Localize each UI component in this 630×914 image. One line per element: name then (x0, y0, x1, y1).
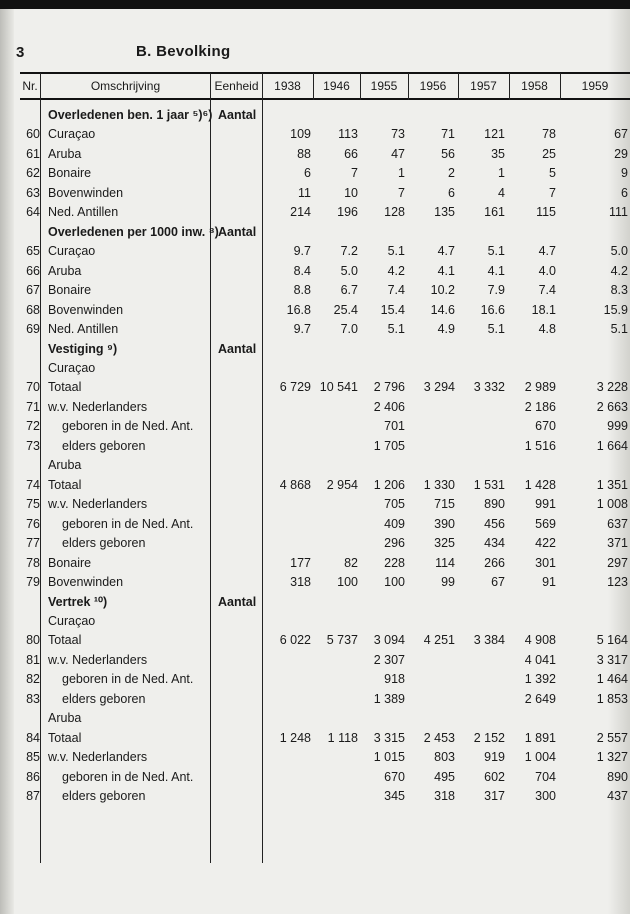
row-unit: Aantal (218, 341, 257, 356)
row-value-1959: 8.3 (610, 283, 628, 298)
row-value-1938: 6 729 (279, 380, 311, 395)
row-description: Totaal (48, 380, 82, 395)
row-description: Bonaire (48, 283, 92, 298)
row-value-1957: 890 (484, 497, 505, 512)
row-description: Totaal (48, 477, 82, 492)
row-value-1957: 434 (484, 536, 505, 551)
row-value-1955: 705 (384, 497, 405, 512)
row-description: Bovenwinden (48, 302, 124, 317)
row-value-1959: 111 (608, 205, 628, 220)
row-value-1959: 437 (607, 789, 628, 804)
row-description: geboren in de Ned. Ant. (62, 672, 194, 687)
row-value-1946: 100 (337, 575, 358, 590)
row-value-1957: 16.6 (480, 302, 505, 317)
row-value-1957: 919 (484, 750, 505, 765)
row-value-1959: 15.9 (603, 302, 628, 317)
row-number: 68 (26, 302, 40, 317)
row-value-1958: 1 392 (524, 672, 556, 687)
row-value-1956: 71 (441, 127, 455, 142)
row-description: elders geboren (62, 789, 146, 804)
row-value-1958: 2 989 (524, 380, 556, 395)
row-value-1955: 4.2 (387, 263, 405, 278)
row-description: elders geboren (62, 691, 146, 706)
row-value-1946: 1 118 (327, 730, 358, 745)
row-number: 79 (26, 575, 40, 590)
header-year-1959: 1959 (581, 79, 609, 93)
header-nr: Nr. (22, 79, 38, 93)
row-value-1955: 5.1 (387, 244, 405, 259)
row-number: 66 (26, 263, 40, 278)
row-value-1958: 569 (535, 516, 556, 531)
row-value-1938: 214 (290, 205, 311, 220)
row-value-1959: 2 557 (596, 730, 628, 745)
row-value-1958: 4.0 (538, 263, 556, 278)
row-description: Bonaire (48, 555, 92, 570)
row-value-1938: 88 (297, 146, 311, 161)
row-value-1946: 25.4 (333, 302, 358, 317)
row-value-1956: 4.7 (437, 244, 455, 259)
column-divider (262, 73, 263, 863)
row-value-1956: 10.2 (430, 283, 455, 298)
row-value-1938: 6 022 (279, 633, 311, 648)
row-number: 78 (26, 555, 40, 570)
row-unit: Aantal (218, 108, 257, 122)
row-number: 71 (26, 399, 40, 414)
table-top-rule (20, 72, 630, 74)
header-description: Omschrijving (90, 79, 161, 93)
row-value-1958: 5 (549, 166, 556, 181)
row-value-1955: 409 (384, 516, 405, 531)
row-value-1957: 4.1 (487, 263, 505, 278)
row-value-1956: 2 (448, 166, 455, 181)
row-number: 80 (26, 633, 40, 648)
row-description: w.v. Nederlanders (48, 497, 148, 512)
row-value-1958: 1 428 (524, 477, 556, 492)
row-value-1946: 6.7 (340, 283, 358, 298)
row-description: Ned. Antillen (48, 322, 119, 337)
row-description: Ned. Antillen (48, 205, 119, 220)
header-year-1957: 1957 (470, 79, 497, 93)
row-value-1957: 5.1 (487, 322, 505, 337)
row-description: Aruba (48, 458, 82, 473)
page-binding-shadow (0, 9, 14, 914)
row-value-1955: 3 094 (373, 633, 405, 648)
row-value-1956: 2 453 (423, 730, 455, 745)
row-value-1957: 161 (484, 205, 505, 220)
row-description: Totaal (48, 730, 82, 745)
row-value-1938: 16.8 (286, 302, 311, 317)
row-group-heading: Vertrek ¹⁰) (48, 594, 108, 609)
row-value-1938: 8.8 (293, 283, 311, 298)
row-value-1959: 1 664 (596, 438, 628, 453)
column-divider (40, 73, 41, 863)
header-year-1955: 1955 (370, 79, 398, 93)
row-group-heading: Vestiging ⁹) (48, 341, 118, 356)
row-value-1959: 999 (607, 419, 628, 434)
row-value-1958: 704 (535, 769, 556, 784)
row-value-1956: 114 (435, 555, 455, 570)
row-value-1957: 35 (491, 146, 505, 161)
row-value-1946: 7 (351, 166, 358, 181)
row-value-1955: 1 206 (373, 477, 405, 492)
row-description: elders geboren (62, 438, 146, 453)
row-description: Aruba (48, 146, 82, 161)
row-value-1955: 73 (391, 127, 405, 142)
section-title: B. Bevolking (136, 43, 231, 60)
row-number: 60 (26, 127, 40, 142)
row-value-1959: 637 (607, 516, 628, 531)
row-value-1946: 10 (344, 185, 358, 200)
row-value-1946: 7.2 (340, 244, 358, 259)
row-value-1959: 890 (607, 769, 628, 784)
scan-top-edge (0, 0, 630, 9)
row-value-1958: 1 516 (524, 438, 556, 453)
row-value-1955: 296 (384, 536, 405, 551)
row-value-1955: 2 406 (373, 399, 405, 414)
row-description: geboren in de Ned. Ant. (62, 769, 194, 784)
row-value-1958: 115 (536, 205, 556, 220)
row-value-1957: 67 (491, 575, 505, 590)
row-value-1955: 2 796 (373, 380, 405, 395)
row-number: 85 (26, 750, 40, 765)
row-value-1955: 701 (384, 419, 405, 434)
row-value-1938: 11 (298, 185, 311, 200)
row-number: 87 (26, 789, 40, 804)
row-value-1959: 1 853 (596, 691, 628, 706)
row-description: Totaal (48, 633, 82, 648)
row-value-1956: 390 (434, 516, 455, 531)
row-value-1959: 67 (614, 127, 628, 142)
row-description: Bovenwinden (48, 575, 124, 590)
row-description: Aruba (48, 711, 82, 726)
row-value-1946: 10 541 (319, 380, 358, 395)
row-value-1958: 422 (535, 536, 556, 551)
row-number: 61 (26, 146, 40, 161)
row-value-1959: 5.0 (610, 244, 628, 259)
row-value-1956: 3 294 (423, 380, 455, 395)
row-description: Curaçao (48, 244, 96, 259)
row-value-1956: 495 (434, 769, 455, 784)
row-number: 84 (26, 730, 40, 745)
row-value-1958: 1 891 (524, 730, 556, 745)
row-value-1955: 3 315 (373, 730, 405, 745)
header-unit: Eenheid (214, 79, 259, 93)
row-description: Bovenwinden (48, 185, 124, 200)
row-value-1956: 318 (434, 789, 455, 804)
row-description: Curaçao (48, 360, 96, 375)
row-value-1959: 1 327 (596, 750, 628, 765)
row-value-1957: 7.9 (487, 283, 505, 298)
row-value-1959: 5.1 (610, 322, 628, 337)
row-number: 74 (26, 477, 40, 492)
row-value-1957: 121 (484, 127, 505, 142)
row-value-1955: 47 (391, 146, 405, 161)
row-value-1956: 56 (441, 146, 455, 161)
row-value-1957: 3 332 (473, 380, 505, 395)
row-value-1946: 196 (337, 205, 358, 220)
row-value-1938: 109 (290, 127, 311, 142)
row-value-1959: 1 464 (596, 672, 628, 687)
row-description: geboren in de Ned. Ant. (62, 419, 194, 434)
row-value-1956: 715 (434, 497, 455, 512)
row-value-1958: 18.1 (531, 302, 556, 317)
row-value-1956: 99 (441, 575, 455, 590)
row-value-1938: 177 (290, 555, 311, 570)
row-value-1955: 670 (384, 769, 405, 784)
row-value-1959: 1 351 (596, 477, 628, 492)
row-value-1959: 123 (607, 575, 628, 590)
row-value-1955: 2 307 (373, 652, 405, 667)
row-value-1955: 15.4 (380, 302, 405, 317)
row-value-1958: 4.7 (538, 244, 556, 259)
row-number: 83 (26, 691, 40, 706)
row-value-1959: 1 008 (596, 497, 628, 512)
row-value-1955: 7.4 (387, 283, 405, 298)
row-value-1938: 318 (290, 575, 311, 590)
row-number: 62 (26, 166, 40, 181)
row-value-1955: 100 (384, 575, 405, 590)
row-value-1938: 9.7 (293, 244, 311, 259)
row-value-1938: 8.4 (293, 263, 311, 278)
row-value-1955: 918 (384, 672, 405, 687)
row-value-1958: 78 (542, 127, 556, 142)
row-number: 73 (26, 438, 40, 453)
row-value-1958: 4 908 (524, 633, 556, 648)
row-value-1959: 3 228 (596, 380, 628, 395)
row-number: 70 (26, 380, 40, 395)
row-value-1959: 297 (607, 555, 628, 570)
row-description: w.v. Nederlanders (48, 750, 148, 765)
row-group-heading: Overledenen per 1000 inw. ⁸) (48, 224, 219, 239)
column-divider (210, 73, 211, 863)
row-value-1958: 301 (535, 555, 556, 570)
row-value-1959: 371 (607, 536, 628, 551)
row-unit: Aantal (218, 594, 257, 609)
row-value-1938: 9.7 (293, 322, 311, 337)
row-number: 67 (26, 283, 40, 298)
row-number: 69 (26, 322, 40, 337)
row-value-1957: 266 (484, 555, 505, 570)
row-value-1956: 4.9 (437, 322, 455, 337)
row-value-1955: 1 015 (373, 750, 405, 765)
row-value-1955: 1 (398, 166, 405, 181)
row-value-1955: 1 705 (373, 438, 405, 453)
row-description: Curaçao (48, 613, 96, 628)
row-number: 63 (26, 185, 40, 200)
row-value-1958: 1 004 (524, 750, 556, 765)
row-value-1956: 135 (434, 205, 455, 220)
header-bottom-rule (20, 98, 630, 100)
row-description: Aruba (48, 263, 82, 278)
row-number: 72 (26, 419, 40, 434)
row-value-1946: 7.0 (340, 322, 358, 337)
row-value-1957: 317 (484, 789, 505, 804)
row-description: geboren in de Ned. Ant. (62, 516, 194, 531)
row-value-1955: 345 (384, 789, 405, 804)
row-group-heading: Overledenen ben. 1 jaar ⁵)⁶) (48, 108, 213, 122)
header-year-1946: 1946 (323, 79, 350, 93)
row-value-1938: 4 868 (279, 477, 311, 492)
row-number: 81 (26, 652, 40, 667)
row-value-1956: 325 (434, 536, 455, 551)
row-value-1959: 9 (621, 166, 628, 181)
row-value-1955: 1 389 (373, 691, 405, 706)
header-year-1958: 1958 (521, 79, 548, 93)
row-value-1959: 6 (621, 185, 628, 200)
row-description: Bonaire (48, 166, 92, 181)
row-number: 86 (26, 769, 40, 784)
row-value-1957: 2 152 (473, 730, 505, 745)
row-number: 65 (26, 244, 40, 259)
row-number: 76 (26, 516, 40, 531)
row-value-1959: 4.2 (610, 263, 628, 278)
row-value-1958: 7 (549, 185, 556, 200)
row-value-1955: 228 (384, 555, 405, 570)
row-value-1938: 6 (304, 166, 311, 181)
row-value-1955: 5.1 (387, 322, 405, 337)
row-value-1958: 300 (535, 789, 556, 804)
row-value-1957: 456 (484, 516, 505, 531)
row-value-1946: 82 (344, 555, 358, 570)
row-value-1946: 5 737 (326, 633, 358, 648)
row-value-1958: 991 (535, 497, 556, 512)
row-description: w.v. Nederlanders (48, 399, 148, 414)
row-value-1957: 3 384 (473, 633, 505, 648)
row-value-1956: 4 251 (423, 633, 455, 648)
page-number: 3 (16, 44, 25, 61)
row-value-1958: 670 (535, 419, 556, 434)
row-number: 75 (26, 497, 40, 512)
row-value-1946: 5.0 (340, 263, 358, 278)
row-value-1958: 2 649 (524, 691, 556, 706)
row-value-1956: 14.6 (430, 302, 455, 317)
row-value-1955: 7 (398, 185, 405, 200)
row-value-1958: 4 041 (524, 652, 556, 667)
row-value-1957: 1 531 (473, 477, 505, 492)
row-unit: Aantal (218, 224, 257, 239)
row-number: 64 (26, 205, 40, 220)
row-value-1959: 2 663 (596, 399, 628, 414)
row-value-1957: 1 (498, 166, 505, 181)
row-value-1958: 2 186 (524, 399, 556, 414)
row-value-1956: 1 330 (423, 477, 455, 492)
row-value-1959: 5 164 (596, 633, 628, 648)
row-value-1956: 803 (434, 750, 455, 765)
row-value-1956: 6 (448, 185, 455, 200)
header-year-1938: 1938 (274, 79, 301, 93)
row-value-1958: 4.8 (538, 322, 556, 337)
row-value-1957: 5.1 (487, 244, 505, 259)
row-value-1946: 113 (338, 127, 358, 142)
row-value-1955: 128 (384, 205, 405, 220)
row-number: 77 (26, 536, 40, 551)
row-number: 82 (26, 672, 40, 687)
row-value-1956: 4.1 (437, 263, 455, 278)
header-year-1956: 1956 (419, 79, 447, 93)
row-value-1946: 66 (344, 146, 358, 161)
row-value-1957: 4 (498, 185, 505, 200)
row-description: w.v. Nederlanders (48, 652, 148, 667)
row-value-1938: 1 248 (279, 730, 311, 745)
row-value-1957: 602 (484, 769, 505, 784)
row-value-1959: 29 (614, 146, 628, 161)
row-value-1946: 2 954 (326, 477, 358, 492)
row-value-1958: 7.4 (538, 283, 556, 298)
row-value-1958: 25 (542, 146, 556, 161)
row-value-1959: 3 317 (596, 652, 628, 667)
row-description: Curaçao (48, 127, 96, 142)
row-value-1958: 91 (542, 575, 556, 590)
row-description: elders geboren (62, 536, 146, 551)
